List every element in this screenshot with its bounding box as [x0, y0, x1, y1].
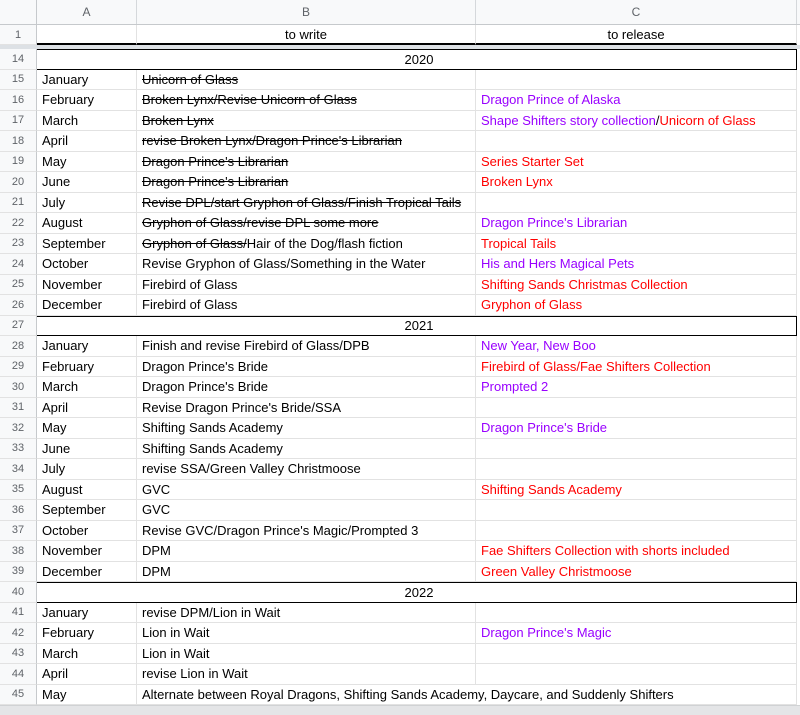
cell-A26[interactable]: December	[37, 295, 137, 316]
sheet-row-33	[0, 439, 800, 460]
cell-A39[interactable]: December	[37, 562, 137, 583]
cell-A32[interactable]: May	[37, 418, 137, 439]
text-segment: Lion in Wait	[142, 625, 210, 641]
cell-B30[interactable]	[137, 377, 476, 398]
sheet-row-31	[0, 398, 800, 419]
cell-A33[interactable]: June	[37, 439, 137, 460]
sheet-row-21	[0, 193, 800, 214]
cell-B20[interactable]	[137, 172, 476, 193]
row-number-20[interactable]: 20	[0, 172, 37, 193]
cell-C31[interactable]	[476, 398, 797, 419]
cell-B43[interactable]	[137, 644, 476, 665]
text-segment: Dragon Prince's Magic	[481, 625, 612, 641]
text-segment: Tropical Tails	[481, 235, 557, 251]
text-segment: revise Broken Lynx/Dragon Prince's Librarian	[142, 133, 402, 149]
cell-B42[interactable]	[137, 623, 476, 644]
cell-B44[interactable]	[137, 664, 476, 685]
cell-A22[interactable]: August	[37, 213, 137, 234]
sheet-row-35	[0, 480, 800, 501]
row-number-14[interactable]: 14	[0, 49, 37, 70]
row-number-1[interactable]: 1	[0, 25, 37, 45]
text-segment: DPM	[142, 543, 171, 559]
text-segment: Firebird of Glass	[142, 276, 238, 292]
text-segment: /	[655, 112, 660, 128]
column-header-a[interactable]: A	[37, 0, 137, 24]
cell-A43[interactable]: March	[37, 644, 137, 665]
text-segment: Broken Lynx/Revise Unicorn of Glass	[142, 92, 357, 108]
cell-B21[interactable]	[137, 193, 476, 214]
cell-B36[interactable]	[137, 500, 476, 521]
cell-merged-year-14[interactable]: 2020	[37, 49, 797, 70]
cell-A25[interactable]: November	[37, 275, 137, 296]
cell-A21[interactable]: July	[37, 193, 137, 214]
cell-B29[interactable]	[137, 357, 476, 378]
row-number-38[interactable]: 38	[0, 541, 37, 562]
sheet-row-42	[0, 623, 800, 644]
cell-B34[interactable]	[137, 459, 476, 480]
cell-C26[interactable]	[476, 295, 797, 316]
cell-C17[interactable]	[476, 111, 797, 132]
sheet-row-45	[0, 685, 800, 706]
cell-A34[interactable]: July	[37, 459, 137, 480]
text-segment: Series Starter Set	[481, 153, 584, 169]
text-segment: Dragon Prince's Librarian	[481, 215, 628, 231]
text-segment: Alternate between Royal Dragons, Shifting Sands Academy, Daycare, and Suddenly Shifters	[142, 686, 674, 702]
cell-B25[interactable]	[137, 275, 476, 296]
sheet-row-16	[0, 90, 800, 111]
cell-B38[interactable]	[137, 541, 476, 562]
sheet-row-25	[0, 275, 800, 296]
select-all-corner[interactable]	[0, 0, 37, 24]
cell-B35[interactable]	[137, 480, 476, 501]
text-segment: Gryphon of Glass	[481, 297, 583, 313]
text-segment: Shifting Sands Academy	[481, 481, 622, 497]
sheet-row-20	[0, 172, 800, 193]
text-segment: Unicorn of Glass	[659, 112, 756, 128]
cell-C23[interactable]	[476, 234, 797, 255]
cell-B41[interactable]	[137, 603, 476, 624]
cell-C24[interactable]	[476, 254, 797, 275]
cell-B17[interactable]	[137, 111, 476, 132]
row-number-32[interactable]: 32	[0, 418, 37, 439]
cell-B26[interactable]	[137, 295, 476, 316]
cell-B39[interactable]	[137, 562, 476, 583]
row-number-28[interactable]: 28	[0, 336, 37, 357]
cell-A37[interactable]: October	[37, 521, 137, 542]
cell-B16[interactable]	[137, 90, 476, 111]
cell-A41[interactable]: January	[37, 603, 137, 624]
cell-B18[interactable]	[137, 131, 476, 152]
sheet-row-39	[0, 562, 800, 583]
text-segment: Revise Gryphon of Glass/Something in the Water	[142, 256, 426, 272]
cell-C32[interactable]	[476, 418, 797, 439]
text-segment: Shifting Sands Academy	[142, 440, 283, 456]
row-number-34[interactable]: 34	[0, 459, 37, 480]
row-number-36[interactable]: 36	[0, 500, 37, 521]
cell-A28[interactable]: January	[37, 336, 137, 357]
text-segment: Dragon Prince's Bride	[481, 420, 608, 436]
cell-C33[interactable]	[476, 439, 797, 460]
text-segment: Revise DPL/start Gryphon of Glass/Finish Tropical Tails	[142, 194, 462, 210]
cell-merged-year-27[interactable]: 2021	[37, 316, 797, 337]
cell-B22[interactable]	[137, 213, 476, 234]
row-number-43[interactable]: 43	[0, 644, 37, 665]
cell-C29[interactable]	[476, 357, 797, 378]
cell-A36[interactable]: September	[37, 500, 137, 521]
row-number-30[interactable]: 30	[0, 377, 37, 398]
text-segment: Shifting Sands Christmas Collection	[481, 276, 688, 292]
text-segment: Broken Lynx	[481, 174, 553, 190]
sheet-row-28	[0, 336, 800, 357]
text-segment: GVC	[142, 481, 171, 497]
row-number-25[interactable]: 25	[0, 275, 37, 296]
cell-C19[interactable]	[476, 152, 797, 173]
cell-A16[interactable]: February	[37, 90, 137, 111]
cell-B24[interactable]	[137, 254, 476, 275]
cell-C38[interactable]	[476, 541, 797, 562]
cell-C15[interactable]	[476, 70, 797, 91]
text-segment: Firebird of Glass	[142, 297, 238, 313]
row-number-31[interactable]: 31	[0, 398, 37, 419]
cell-C42[interactable]	[476, 623, 797, 644]
text-segment: Gryphon of Glass/	[142, 235, 247, 251]
text-segment: Fae Shifters Collection with shorts included	[481, 543, 730, 559]
cell-B28[interactable]	[137, 336, 476, 357]
cell-C21[interactable]	[476, 193, 797, 214]
cell-C30[interactable]	[476, 377, 797, 398]
cell-C37[interactable]	[476, 521, 797, 542]
cell-A1[interactable]	[37, 25, 137, 45]
text-segment: Revise GVC/Dragon Prince's Magic/Prompted 3	[142, 522, 419, 538]
sheet-row-23	[0, 234, 800, 255]
sheet-row-24	[0, 254, 800, 275]
sheet-row-30	[0, 377, 800, 398]
text-segment: Shape Shifters story collection	[481, 112, 656, 128]
cell-B37[interactable]	[137, 521, 476, 542]
cell-B19[interactable]	[137, 152, 476, 173]
text-segment: Dragon Prince's Librarian	[142, 153, 289, 169]
text-segment: Finish and revise Firebird of Glass/DPB	[142, 338, 370, 354]
text-segment: Green Valley Christmoose	[481, 563, 632, 579]
row-number-22[interactable]: 22	[0, 213, 37, 234]
row-number-26[interactable]: 26	[0, 295, 37, 316]
text-segment: Dragon Prince's Bride	[142, 358, 269, 374]
sheet-row-44	[0, 664, 800, 685]
row-number-39[interactable]: 39	[0, 562, 37, 583]
row-number-21[interactable]: 21	[0, 193, 37, 214]
cell-C18[interactable]	[476, 131, 797, 152]
text-segment: Firebird of Glass/Fae Shifters Collection	[481, 358, 711, 374]
row-number-24[interactable]: 24	[0, 254, 37, 275]
row-number-23[interactable]: 23	[0, 234, 37, 255]
cell-A20[interactable]: June	[37, 172, 137, 193]
row-number-17[interactable]: 17	[0, 111, 37, 132]
cell-A35[interactable]: August	[37, 480, 137, 501]
cell-A15[interactable]: January	[37, 70, 137, 91]
cell-A38[interactable]: November	[37, 541, 137, 562]
text-segment: Dragon Prince's Bride	[142, 379, 269, 395]
sheet-row-17	[0, 111, 800, 132]
text-segment: Gryphon of Glass/revise DPL some more	[142, 215, 379, 231]
cell-C20[interactable]	[476, 172, 797, 193]
cell-A44[interactable]: April	[37, 664, 137, 685]
sheet-row-14	[0, 49, 800, 70]
sheet-row-32	[0, 418, 800, 439]
cell-C16[interactable]	[476, 90, 797, 111]
cell-B1[interactable]: to write	[137, 25, 476, 45]
sheet-row-36	[0, 500, 800, 521]
sheet-row-22	[0, 213, 800, 234]
cell-B23[interactable]	[137, 234, 476, 255]
text-segment: Prompted 2	[481, 379, 549, 395]
column-header-row	[0, 0, 800, 25]
text-segment: Dragon Prince's Librarian	[142, 174, 289, 190]
cell-C41[interactable]	[476, 603, 797, 624]
sheet-row-19	[0, 152, 800, 173]
row-number-45[interactable]: 45	[0, 685, 37, 706]
text-segment: Lion in Wait	[142, 645, 210, 661]
text-segment: revise DPM/Lion in Wait	[142, 604, 281, 620]
text-segment: revise SSA/Green Valley Christmoose	[142, 461, 361, 477]
text-segment: Revise Dragon Prince's Bride/SSA	[142, 399, 342, 415]
cell-C1[interactable]: to release	[476, 25, 797, 45]
cell-C22[interactable]	[476, 213, 797, 234]
text-segment: Hair of the Dog/flash fiction	[246, 235, 403, 251]
sheet-row-40	[0, 582, 800, 603]
cell-A30[interactable]: March	[37, 377, 137, 398]
row-number-18[interactable]: 18	[0, 131, 37, 152]
text-segment: His and Hers Magical Pets	[481, 256, 635, 272]
column-header-c[interactable]: C	[476, 0, 797, 24]
text-segment: DPM	[142, 563, 171, 579]
row-number-44[interactable]: 44	[0, 664, 37, 685]
text-segment: Dragon Prince of Alaska	[481, 92, 621, 108]
sheet-row-41	[0, 603, 800, 624]
cell-A29[interactable]: February	[37, 357, 137, 378]
cell-C25[interactable]	[476, 275, 797, 296]
cell-C35[interactable]	[476, 480, 797, 501]
cell-B33[interactable]	[137, 439, 476, 460]
cell-C34[interactable]	[476, 459, 797, 480]
row-number-35[interactable]: 35	[0, 480, 37, 501]
row-number-37[interactable]: 37	[0, 521, 37, 542]
cell-B15[interactable]	[137, 70, 476, 91]
cell-A23[interactable]: September	[37, 234, 137, 255]
cell-C28[interactable]	[476, 336, 797, 357]
row-number-19[interactable]: 19	[0, 152, 37, 173]
cell-C43[interactable]	[476, 644, 797, 665]
cell-B45[interactable]	[137, 685, 674, 706]
partial-next-row	[0, 705, 800, 715]
row-number-29[interactable]: 29	[0, 357, 37, 378]
sheet-row-43	[0, 644, 800, 665]
sheet-row-38	[0, 541, 800, 562]
cell-A45[interactable]: May	[37, 685, 137, 706]
cell-A31[interactable]: April	[37, 398, 137, 419]
column-header-b[interactable]: B	[137, 0, 476, 24]
row-number-41[interactable]: 41	[0, 603, 37, 624]
row-number-33[interactable]: 33	[0, 439, 37, 460]
sheet-row-18	[0, 131, 800, 152]
cell-B31[interactable]	[137, 398, 476, 419]
sheet-row-37	[0, 521, 800, 542]
sheet-row-34	[0, 459, 800, 480]
sheet-row-26	[0, 295, 800, 316]
cell-A17[interactable]: March	[37, 111, 137, 132]
row-number-40[interactable]: 40	[0, 582, 37, 603]
cell-B32[interactable]	[137, 418, 476, 439]
cell-A18[interactable]: April	[37, 131, 137, 152]
row-number-15[interactable]: 15	[0, 70, 37, 91]
row-number-16[interactable]: 16	[0, 90, 37, 111]
text-segment: revise Lion in Wait	[142, 666, 248, 682]
text-segment: Shifting Sands Academy	[142, 420, 283, 436]
text-segment: New Year, New Boo	[481, 338, 596, 354]
sheet-row-27	[0, 316, 800, 337]
rows-container	[0, 49, 800, 705]
text-segment: Unicorn of Glass	[142, 71, 239, 87]
cell-merged-year-40[interactable]: 2022	[37, 582, 797, 603]
cell-A19[interactable]: May	[37, 152, 137, 173]
cell-A24[interactable]: October	[37, 254, 137, 275]
cell-A42[interactable]: February	[37, 623, 137, 644]
sheet-row-29	[0, 357, 800, 378]
text-segment: Broken Lynx	[142, 112, 214, 128]
cell-C36[interactable]	[476, 500, 797, 521]
row-number-42[interactable]: 42	[0, 623, 37, 644]
sheet-row-15	[0, 70, 800, 91]
header-row-1	[0, 25, 800, 45]
row-number-27[interactable]: 27	[0, 316, 37, 337]
cell-C39[interactable]	[476, 562, 797, 583]
text-segment: GVC	[142, 502, 171, 518]
cell-C44[interactable]	[476, 664, 797, 685]
